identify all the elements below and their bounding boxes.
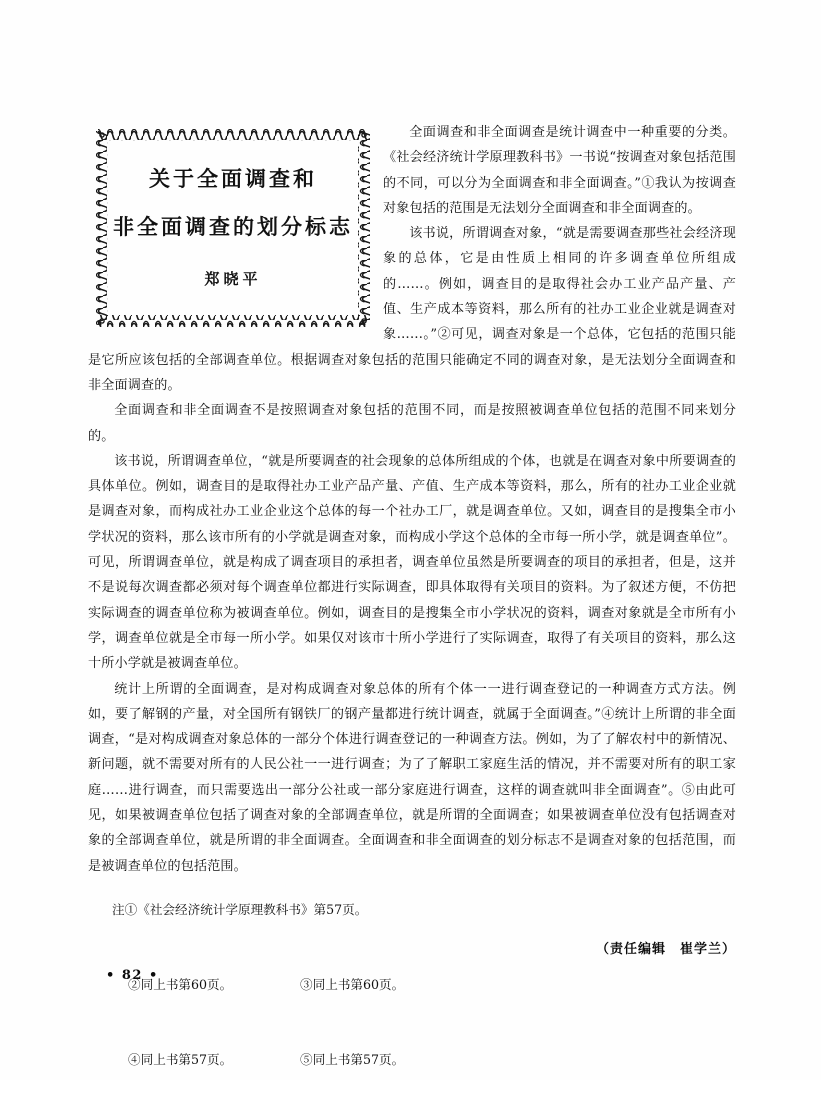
footnote-row-1 bbox=[88, 872, 736, 947]
footnote-row-3 bbox=[88, 1022, 736, 1097]
footnotes bbox=[88, 872, 736, 1097]
footnote-3: ③同上书第60页。 bbox=[300, 977, 405, 992]
footnote-5: ⑤同上书第57页。 bbox=[300, 1052, 405, 1067]
paragraph-3: 全面调查和非全面调查不是按照调查对象包括的范围不同，而是按照被调查单位包括的范围不同来划分的。 bbox=[88, 403, 736, 444]
paragraph-2: 该书说，所谓调查对象，“就是需要调查那些社会经济现象的总体，它是由性质上相同的许多调查单位所组成的……。例如，调查目的是取得社会办工业产品产量、产值、生产成本等资料，那么所有的社办工业企业就是调查对象……。”②可见，调查对象是一个总体，它包括的范围只能是它所应该包括的全部调查单位。根据调查对象包括的范围只能确定不同的调查对象，是无法划分全面调查和非全面调查的。 bbox=[88, 226, 736, 393]
editor-credit: （责任编辑 崔学兰） bbox=[595, 942, 736, 957]
title-block bbox=[95, 128, 371, 328]
paragraph-4: 该书说，所谓调查单位，“就是所要调查的社会现象的总体所组成的个体，也就是在调查对象中所要调查的具体单位。例如，调查目的是取得社办工业产品产量、产值、生产成本等资料，那么，所有的社办工业企业就是调查对象，而构成社办工业企业这个总体的每一个社办工厂，就是调查单位。又如，调查目的是搜集全市小学状况的资料，那么该市所有的小学就是调查对象，而构成小学这个总体的全市每一所小学，就是调查单位”。可见，所谓调查单位，就是构成了调查项目的承担者，调查单位虽然是所要调查的项目的承担者，但是，这并不是说每次调查都必须对每个调查单位都进行实际调查，即具体取得有关项目的资料。为了叙述方便，不仿把实际调查的调查单位称为被调查单位。例如，调查目的是搜集全市小学状况的资料，调查对象就是全市所有小学，调查单位就是全市每一所小学。如果仅对该市十所小学进行了实际调查，取得了有关项目的资料，那么这十所小学就是被调查单位。 bbox=[88, 453, 736, 672]
footnote-4: ④同上书第57页。 bbox=[128, 1052, 233, 1067]
article-title-line-2: 非全面调查的划分标志 bbox=[113, 213, 353, 239]
article-author: 郑晓平 bbox=[204, 269, 262, 288]
footnote-1: 注①《社会经济统计学原理教科书》第57页。 bbox=[112, 902, 368, 917]
title-inner bbox=[109, 142, 357, 314]
paragraph-5: 统计上所谓的全面调查，是对构成调查对象总体的所有个体一一进行调查登记的一种调查方式方法。例如，要了解钢的产量，对全国所有钢铁厂的钢产量都进行统计调查，就属于全面调查。”④统计上所谓的非全面调查，“是对构成调查对象总体的一部分个体进行调查登记的一种调查方法。例如，为了了解农村中的新情况、新问题，就不需要对所有的人民公社一一进行调查；为了了解职工家庭生活的情况，并不需要对所有的职工家庭……进行调查，而只需要选出一部分公社或一部分家庭进行调查，这样的调查就叫非全面调查”。⑤由此可见，如果被调查单位包括了调查对象的全部调查单位，就是所谓的全面调查；如果被调查单位没有包括调查对象的全部调查单位，就是所谓的非全面调查。全面调查和非全面调查的划分标志不是调查对象的包括范围，而是被调查单位的包括范围。 bbox=[88, 681, 736, 874]
footnote-2: ②同上书第60页。 bbox=[128, 977, 233, 992]
page-number: • 82 • bbox=[106, 968, 159, 983]
paragraph-1: 全面调查和非全面调查是统计调查中一种重要的分类。《社会经济统计学原理教科书》一书说“按调查对象包括范围的不同，可以分为全面调查和非全面调查。”①我认为按调查对象包括的范围是无法划分全面调查和非全面调查的。 bbox=[383, 125, 736, 216]
footnote-row-2 bbox=[88, 947, 736, 1022]
article-title-line-1: 关于全面调查和 bbox=[149, 166, 317, 192]
